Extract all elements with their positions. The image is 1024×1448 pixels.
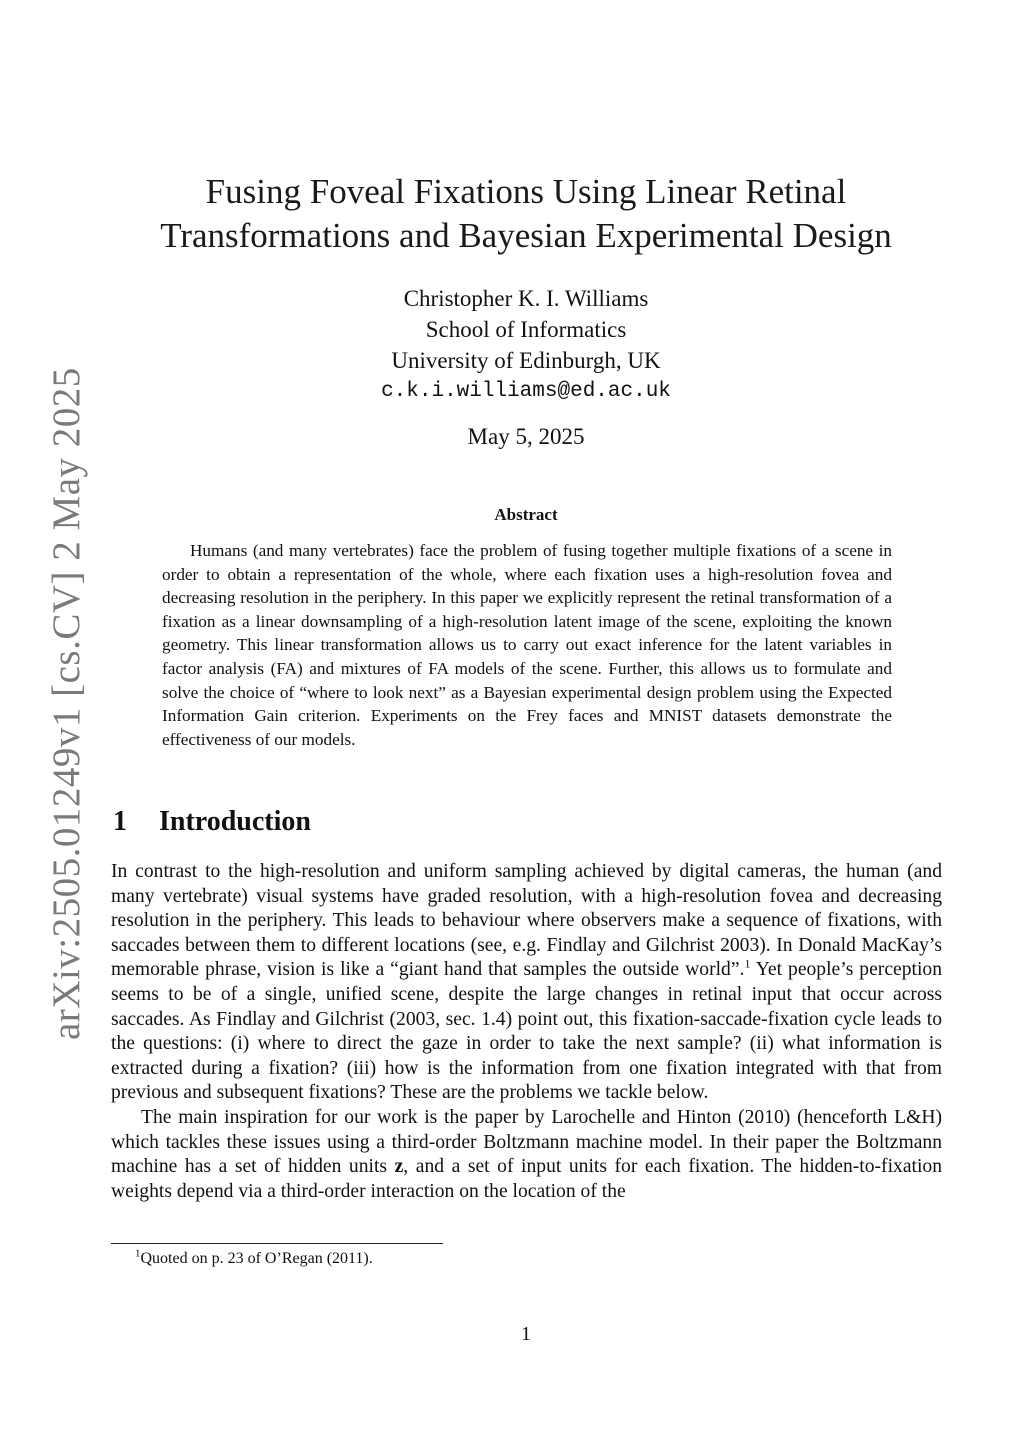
introduction-body: [111, 860, 942, 1204]
author-email: c.k.i.williams@ed.ac.uk: [381, 380, 671, 403]
abstract-text: Humans (and many vertebrates) face the problem of fusing together multiple fixations of a scene in order to obtain a representation of the whole, where each fixation uses a high-resolution fovea and decreasing resolution in the periphery. In this paper we explicitly represent the retinal transformation of a fixation as a linear downsampling of a high-resolution latent image of the scene, exploiting the known geometry. This linear transformation allows us to carry out exact inference for the latent variables in factor analysis (FA) and mixtures of FA models of the scene. Further, this allows us to formulate and solve the choice of “where to look next” as a Bayesian experimental design problem using the Expected Information Gain criterion. Experiments on the Frey faces and MNIST datasets demonstrate the effectiveness of our models.: [162, 541, 892, 749]
section-heading: [113, 806, 311, 838]
author-department: School of Informatics: [425, 317, 627, 342]
paragraph-2: [111, 1106, 942, 1204]
footnote-number: 1: [135, 1247, 141, 1260]
paragraph-2-part-1: The main inspiration for our work is the paper by Larochelle and Hinton (2010) (henceforth L&H) which tackles these issues using a third-order Boltzmann machine model. In their paper the Boltzmann machine has a set of hidden units: [111, 1106, 942, 1178]
section-number: 1: [113, 806, 127, 837]
paragraph-2-part-2: , and a set of input units for each fixation. The hidden-to-fixation weights depend via a third-order interaction on the location of the: [111, 1156, 942, 1202]
title-line-1: Fusing Foveal Fixations Using Linear Retinal: [205, 172, 847, 211]
author-block: [110, 283, 942, 407]
abstract-heading: Abstract: [494, 505, 558, 524]
paragraph-1: [111, 860, 942, 1106]
footnote-divider: [111, 1243, 443, 1244]
math-symbol-z: z: [394, 1156, 404, 1178]
paper-title: [110, 170, 942, 258]
page-number: 1: [521, 1323, 531, 1345]
paragraph-1-part-2: Yet people’s perception seems to be of a single, unified scene, despite the large changes in retinal input that occur across saccades. As Findlay and Gilchrist (2003, sec. 1.4) point out, this fixation-saccade-fixation cycle leads to the questions: (i) where to direct the gaze in order to take the next sample? (ii) what information is extracted during a fixation? (iii) how is the information from one fixation integrated with that from previous and subsequent fixations? These are the problems we tackle below.: [111, 959, 942, 1104]
author-institution: University of Edinburgh, UK: [391, 348, 661, 373]
paragraph-1-part-1: In contrast to the high-resolution and uniform sampling achieved by digital cameras, the human (and many vertebrate) visual systems have graded resolution, with a high-resolution fovea and decreasing resolution in the periphery. This leads to behaviour where observers make a sequence of fixations, with saccades between them to different locations (see, e.g. Findlay and Gilchrist 2003). In Donald MacKay’s memorable phrase, vision is like a “giant hand that samples the outside world”.: [111, 861, 942, 981]
footnote-reference: 1: [744, 956, 751, 971]
paper-date: May 5, 2025: [467, 424, 585, 449]
footnote: [135, 1247, 373, 1268]
author-name: Christopher K. I. Williams: [403, 286, 649, 311]
footnote-text: Quoted on p. 23 of O’Regan (2011).: [140, 1250, 373, 1267]
title-line-2: Transformations and Bayesian Experimental Design: [160, 216, 892, 255]
arxiv-identifier-stamp: arXiv:2505.01249v1 [cs.CV] 2 May 2025: [45, 367, 88, 1040]
section-title: Introduction: [159, 806, 311, 837]
